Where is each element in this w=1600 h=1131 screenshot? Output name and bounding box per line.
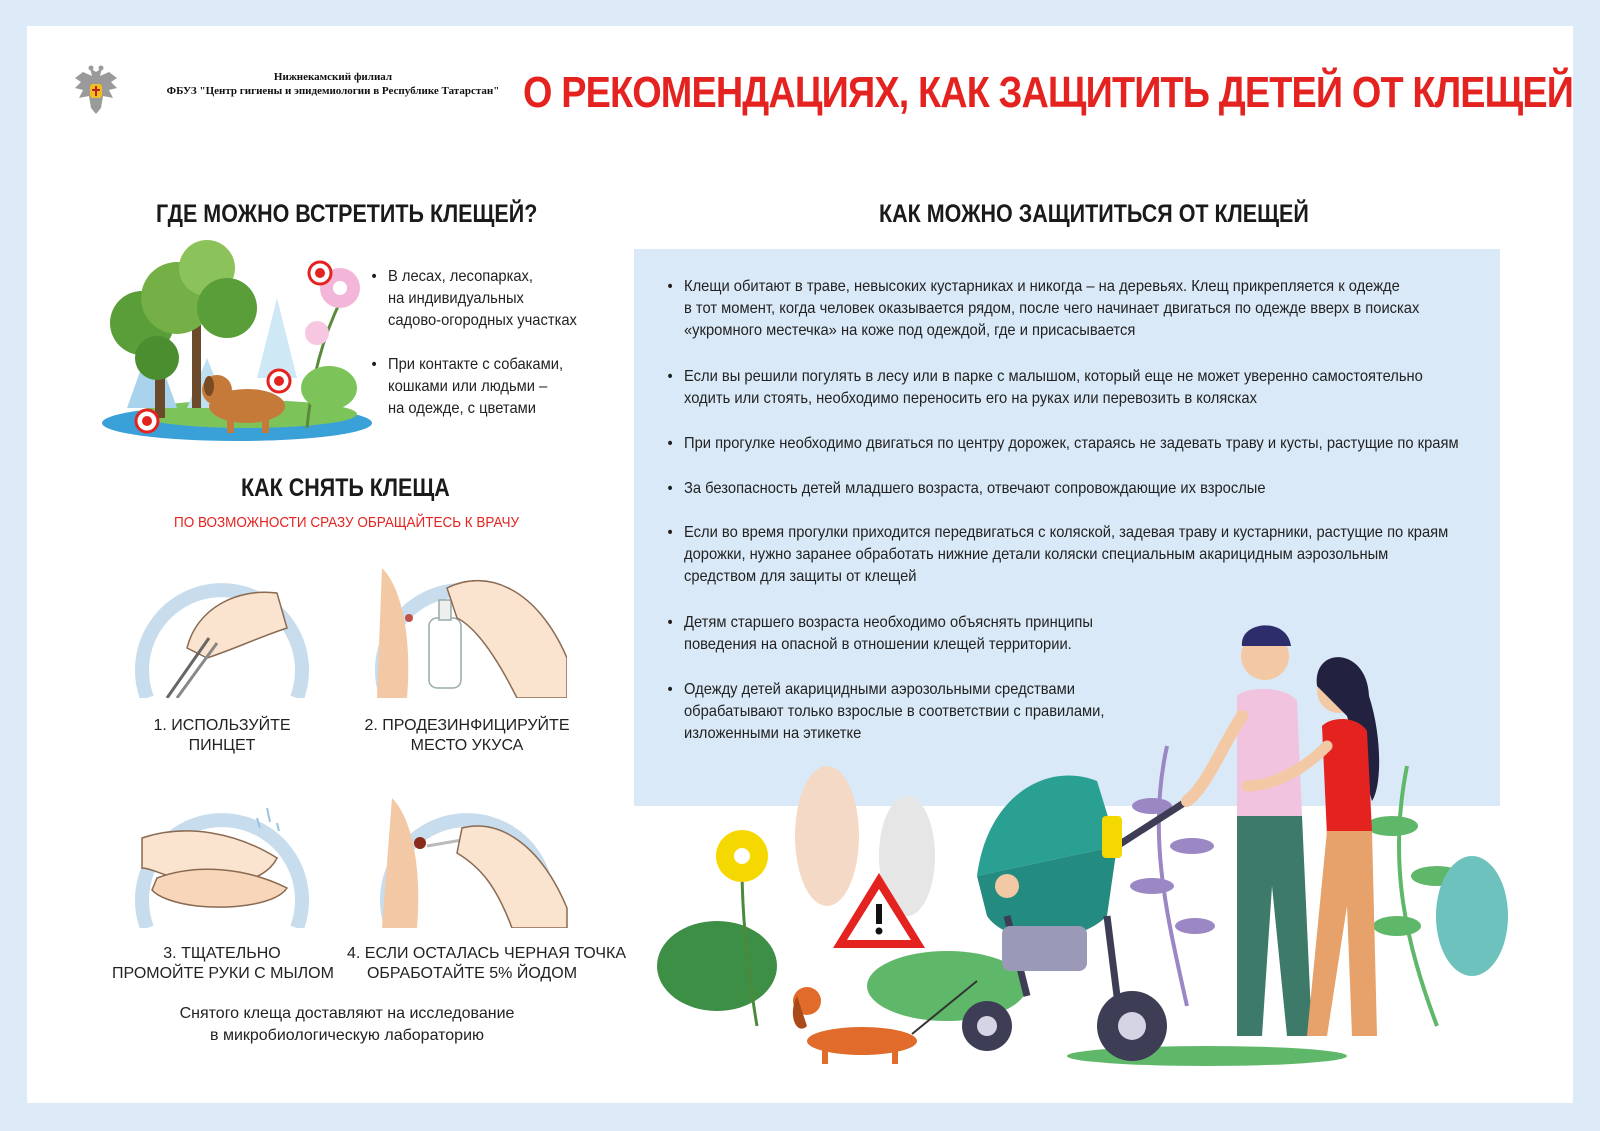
org-line-1: Нижнекамский филиал [273, 71, 393, 83]
forest-dog-illustration [97, 238, 387, 448]
poster [27, 26, 1573, 1103]
protect-heading: КАК МОЖНО ЗАЩИТИТЬСЯ ОТ КЛЕЩЕЙ [879, 200, 1309, 228]
wash-hands-icon [127, 778, 317, 928]
protect-item-2: • Если вы решили погулять в лесу или в парке с малышом, который еще не может уверенно самостоятельно ходить или стоять, необходимо переносить его на руках или перевозить в колясках [667, 368, 1423, 407]
remove-heading: КАК СНЯТЬ КЛЕЩА [241, 474, 450, 502]
eagle-emblem-icon [71, 64, 121, 116]
where-item-1: • В лесах, лесопарках, на индивидуальных садово-огородных участках [371, 268, 577, 329]
step-3-caption: 3. ТЩАТЕЛЬНО ПРОМОЙТЕ РУКИ С МЫЛОМ [112, 945, 334, 982]
disinfect-spray-icon [367, 548, 567, 698]
protect-item-3: • При прогулке необходимо двигаться по центру дорожек, стараясь не задевать траву и кусты, растущие по краям [667, 435, 1459, 452]
protect-item-4: • За безопасность детей младшего возраста, отвечают сопровождающие их взрослые [667, 480, 1266, 497]
tweezers-hand-icon [127, 548, 317, 698]
protect-item-7: • Одежду детей акарицидными аэрозольными средствами обрабатывают только взрослые в соответствии с правилами, изложенными на этикетке [667, 681, 1105, 742]
step-2-caption: 2. ПРОДЕЗИНФИЦИРУЙТЕ МЕСТО УКУСА [364, 717, 570, 754]
step-1-caption: 1. ИСПОЛЬЗУЙТЕ ПИНЦЕТ [153, 717, 291, 754]
org-line-2: ФБУЗ "Центр гигиены и эпидемиологии в Республике Татарстан" [166, 85, 500, 97]
protect-item-5: • Если во время прогулки приходится передвигаться с коляской, задевая траву и кустарники, растущие по краям дорожки, нужно заранее обработать нижние детали коляски специальным акарицидным аэрозольным средством для защиты от клещей [667, 524, 1449, 585]
where-heading: ГДЕ МОЖНО ВСТРЕТИТЬ КЛЕЩЕЙ? [156, 200, 538, 228]
family-stroller-illustration [647, 586, 1527, 1086]
where-item-2: • При контакте с собаками, кошками или людьми – на одежде, с цветами [371, 356, 564, 417]
iodine-swab-icon [372, 778, 572, 928]
remove-subheading: ПО ВОЗМОЖНОСТИ СРАЗУ ОБРАЩАЙТЕСЬ К ВРАЧУ [174, 514, 520, 531]
protect-item-1: • Клещи обитают в траве, невысоких кустарниках и никогда – на деревьях. Клещ прикрепляется к одежде в тот момент, когда человек оказывается рядом, после чего начинает двигаться по одежде вверх в поисках «укромного местечка» на коже под одеждой, где и присасывается [667, 278, 1420, 339]
protect-item-6: • Детям старшего возраста необходимо объяснять принципы поведения на опасной в отношении клещей территории. [667, 614, 1093, 653]
page-title: О РЕКОМЕНДАЦИЯХ, КАК ЗАЩИТИТЬ ДЕТЕЙ ОТ КЛЕЩЕЙ [523, 68, 1573, 117]
lab-note: Снятого клеща доставляют на исследование в микробиологическую лабораторию [179, 1005, 515, 1044]
step-4-caption: 4. ЕСЛИ ОСТАЛАСЬ ЧЕРНАЯ ТОЧКА ОБРАБОТАЙТЕ 5% ЙОДОМ [347, 945, 627, 982]
